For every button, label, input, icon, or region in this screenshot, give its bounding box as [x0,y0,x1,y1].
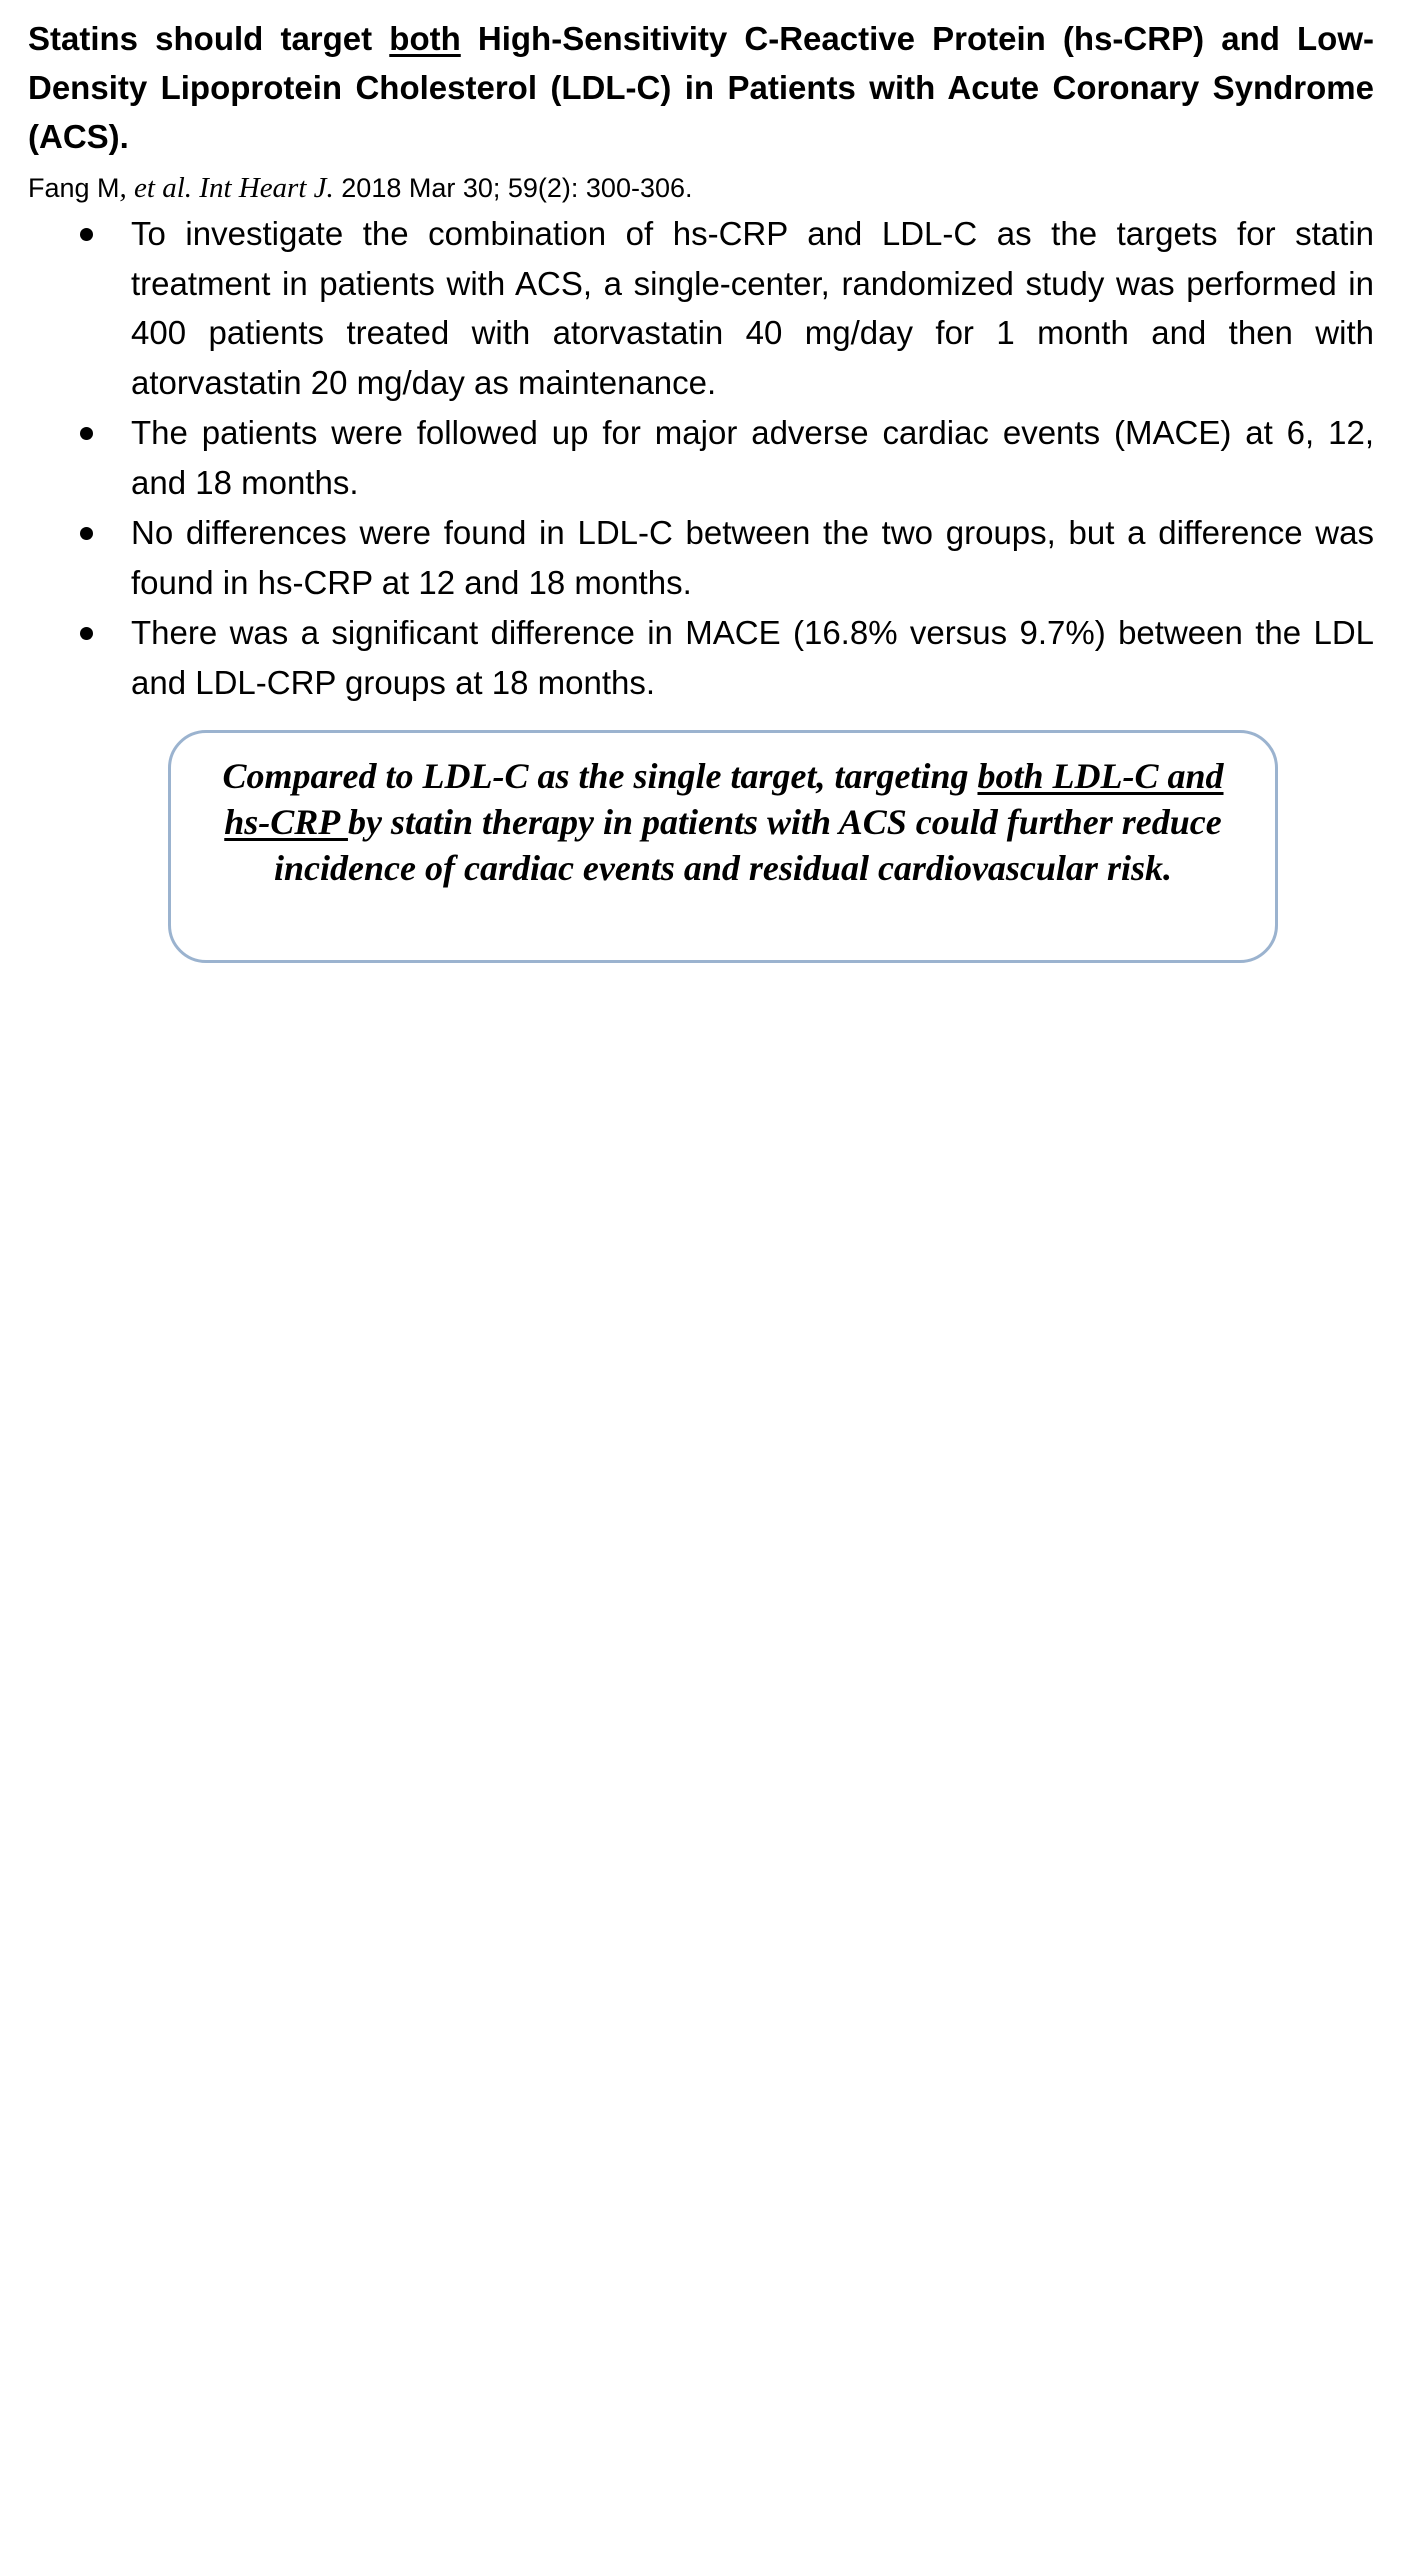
bullet-item [28,508,1374,607]
bullet-text: The patients were followed up for major adverse cardiac events (MACE) at 6, 12, and 18 months. [131,414,1374,501]
bullet-item [28,608,1374,707]
conclusion-emphasis: both LDL-C and hs-CRP [224,756,1224,842]
bullet-dot-icon [80,527,93,540]
title-post: High-Sensitivity C-Reactive Protein (hs-CRP) and Low-Density Lipoprotein Cholesterol (LDL-C) in Patients with Acute Coronary Syndrome (ACS). [28,20,1374,155]
title-pre: Statins should target [28,20,390,57]
citation-authors: Fang M [28,173,120,203]
bullet-dot-icon [80,427,93,440]
page-title [28,14,1374,161]
bullet-text: There was a significant difference in MACE (16.8% versus 9.7%) between the LDL and LDL-CRP groups at 18 months. [131,614,1374,701]
bullet-dot-icon [80,627,93,640]
conclusion-post: by statin therapy in patients with ACS could further reduce incidence of cardiac events and residual cardiovascular risk. [274,802,1222,888]
citation [28,169,1374,207]
bullet-text: No differences were found in LDL-C between the two groups, but a difference was found in hs-CRP at 12 and 18 months. [131,514,1374,601]
bullet-dot-icon [80,228,93,241]
citation-details: 2018 Mar 30; 59(2): 300-306. [333,173,693,203]
bullet-list [28,209,1374,707]
bullet-text: To investigate the combination of hs-CRP and LDL-C as the targets for statin treatment in patients with ACS, a single-center, randomized study was performed in 400 patients treated with atorvastatin 40 mg/day for 1 month and then with atorvastatin 20 mg/day as maintenance. [131,215,1374,401]
conclusion-pre: Compared to LDL-C as the single target, targeting [222,756,978,796]
conclusion-box [168,730,1278,963]
document-page [28,14,1374,708]
bullet-item [28,209,1374,407]
title-emphasis: both [389,20,461,57]
bullet-item [28,408,1374,507]
citation-journal: , et al. Int Heart J. [119,172,334,204]
